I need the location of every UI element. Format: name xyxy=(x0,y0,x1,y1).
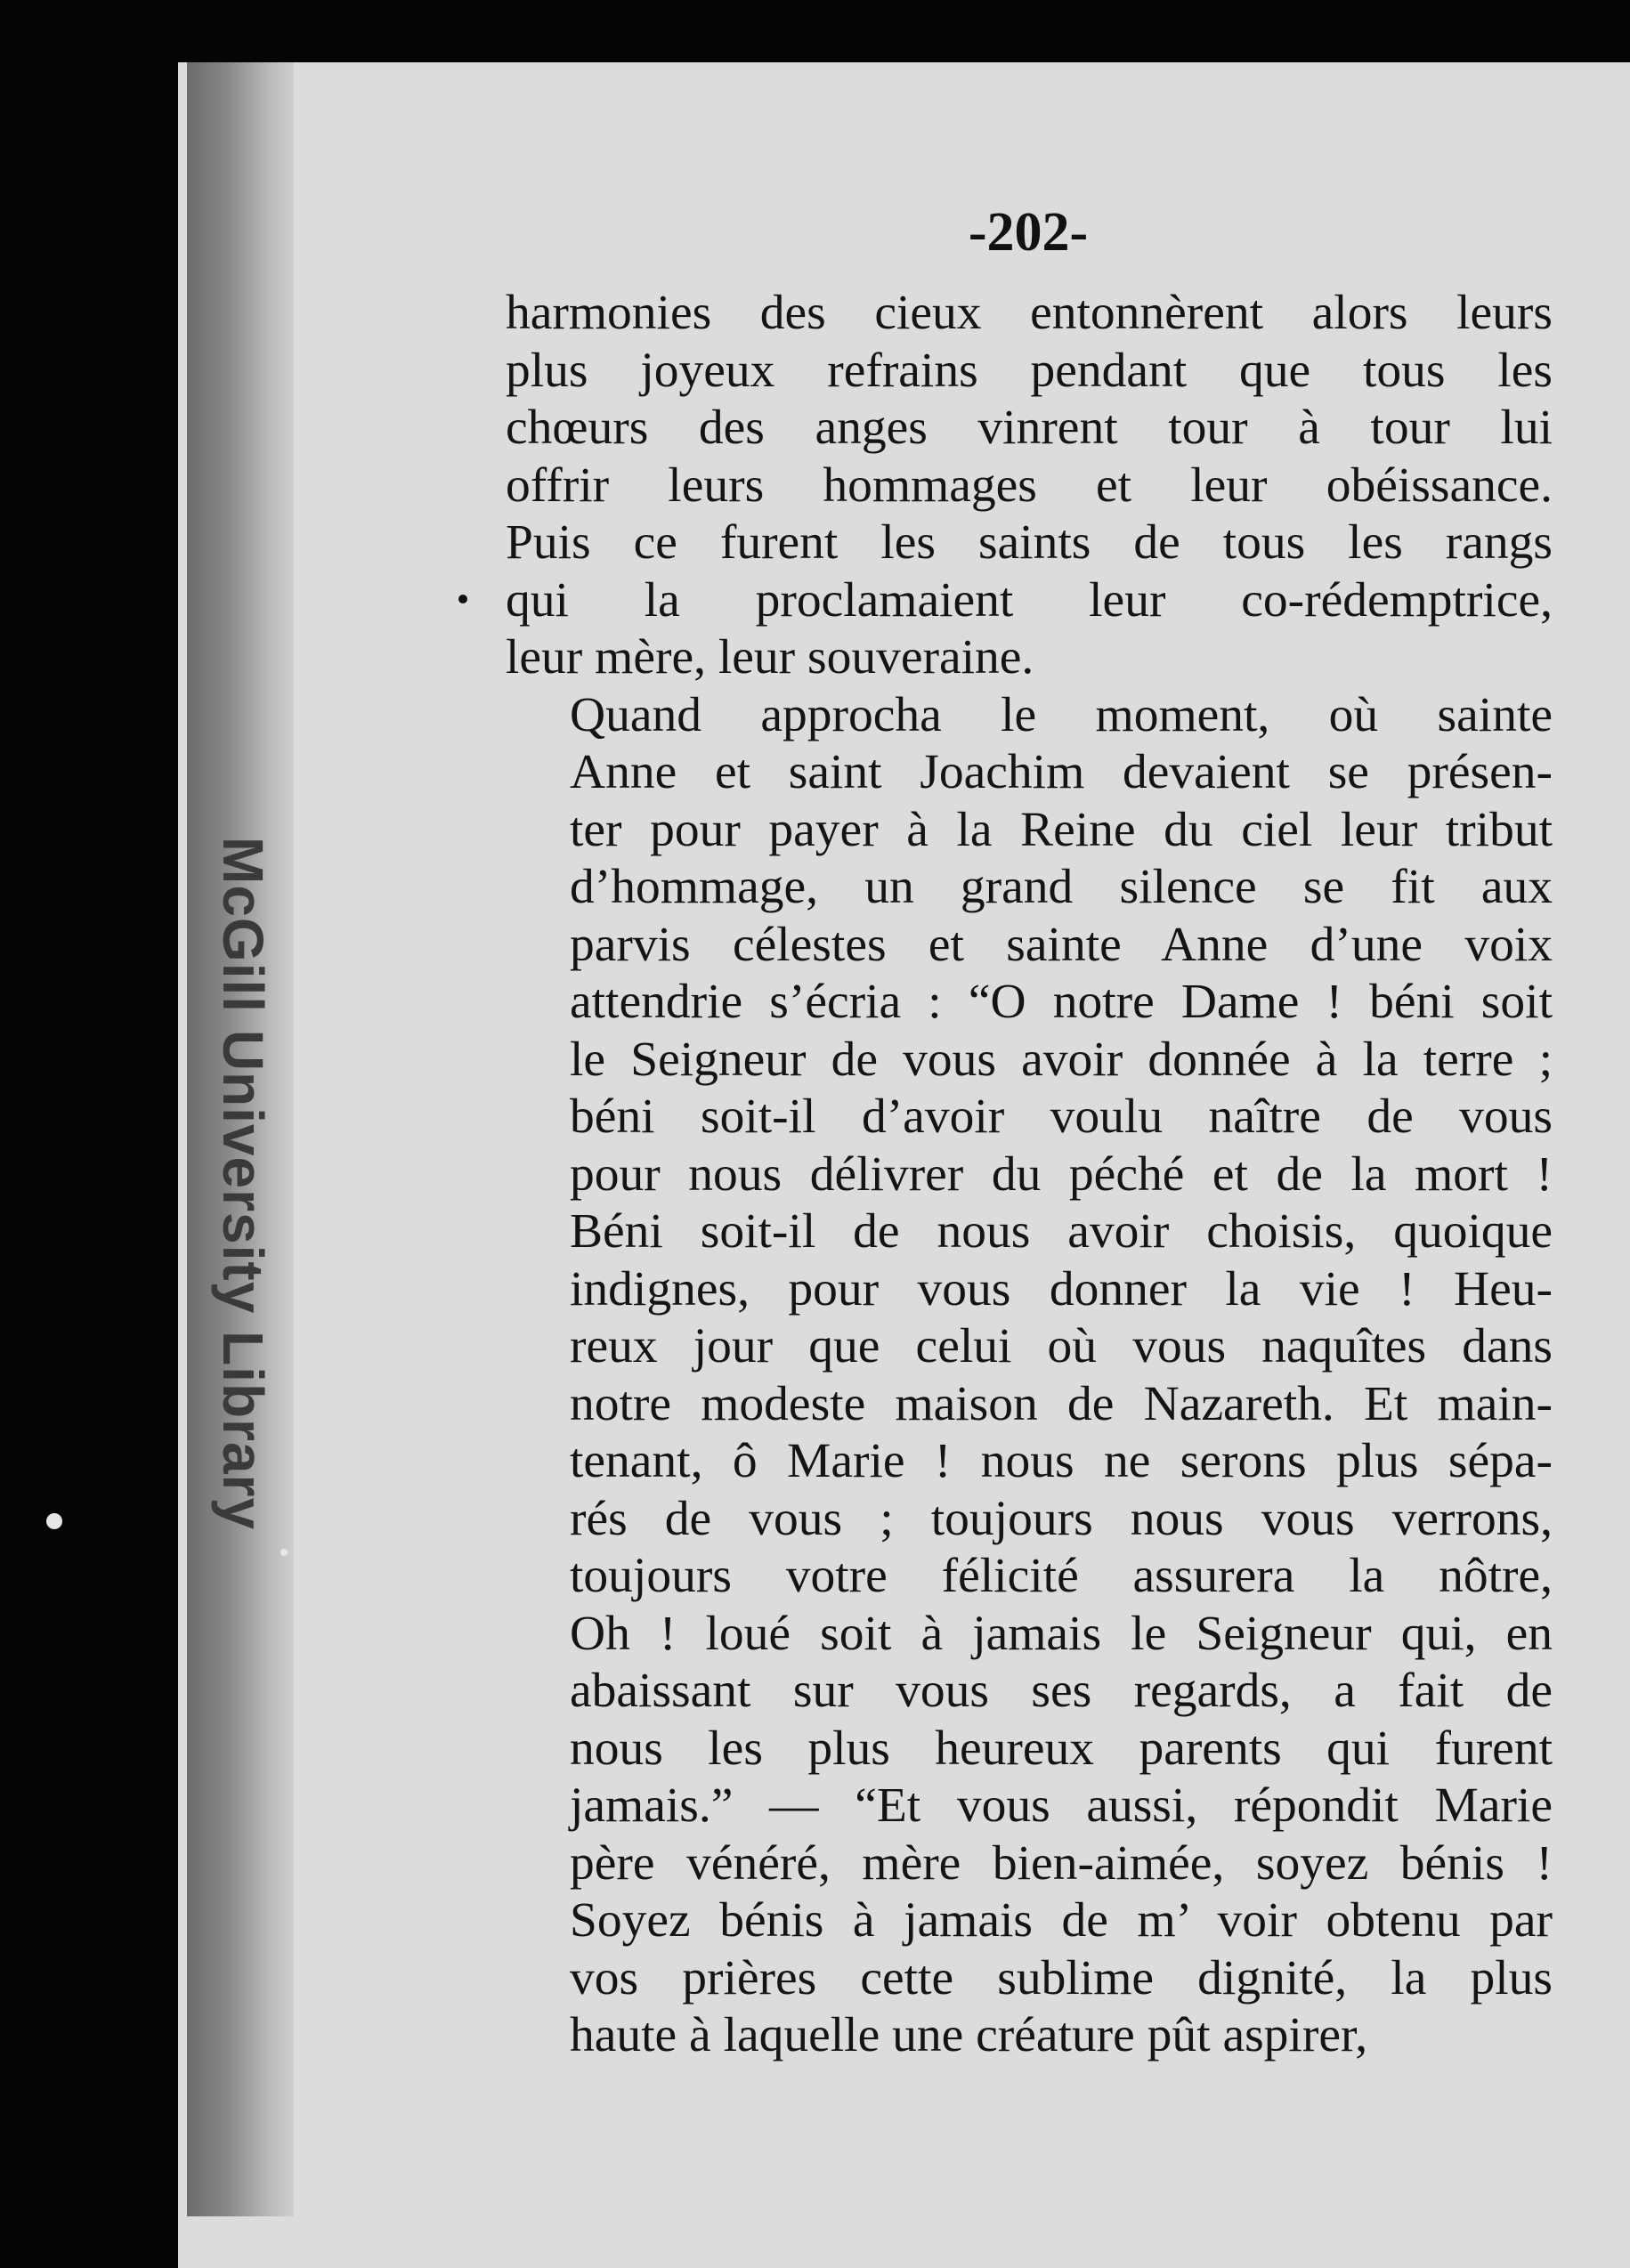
text-line: Béni soit-il de nous avoir choisis, quoique xyxy=(570,1204,1553,1259)
text-line: haute à laquelle une créature pût aspirer, xyxy=(570,2008,1368,2062)
text-line: chœurs des anges vinrent tour à tour lui xyxy=(506,401,1553,455)
text-line: Quand approcha le moment, où sainte xyxy=(570,687,1553,742)
text-line: Soyez bénis à jamais de m’ voir obtenu par xyxy=(570,1893,1553,1948)
text-line: plus joyeux refrains pendant que tous les xyxy=(506,343,1553,398)
library-stamp: McGill University Library xyxy=(211,837,275,1531)
page-text xyxy=(506,285,1553,2065)
paragraph-1 xyxy=(506,285,1553,687)
scan-speck xyxy=(280,1549,288,1556)
text-line: toujours votre félicité assurera la nôtre, xyxy=(570,1549,1553,1603)
text-line: qui la proclamaient leur co-rédemptrice, xyxy=(506,572,1553,628)
text-line: le Seigneur de vous avoir donnée à la terre ; xyxy=(570,1032,1553,1087)
text-line: abaissant sur vous ses regards, a fait de xyxy=(570,1664,1553,1718)
page-number: -202- xyxy=(968,202,1089,263)
text-line: indignes, pour vous donner la vie ! Heu- xyxy=(570,1261,1553,1316)
text-line: pour nous délivrer du péché et de la mort ! xyxy=(570,1146,1553,1202)
text-line: Puis ce furent les saints de tous les rangs xyxy=(506,515,1553,570)
text-line: béni soit-il d’avoir voulu naître de vous xyxy=(570,1089,1553,1144)
text-line: attendrie s’écria : “O notre Dame ! béni soit xyxy=(570,975,1553,1029)
text-line: jamais.” — “Et vous aussi, répondit Marie xyxy=(570,1778,1553,1833)
text-line: harmonies des cieux entonnèrent alors leurs xyxy=(506,286,1553,340)
text-line: vos prières cette sublime dignité, la plus xyxy=(570,1950,1553,2005)
text-line: reux jour que celui où vous naquîtes dans xyxy=(570,1319,1553,1373)
text-line: Oh ! loué soit à jamais le Seigneur qui, en xyxy=(570,1606,1553,1661)
text-line: ter pour payer à la Reine du ciel leur tribut xyxy=(570,802,1553,857)
text-line: Anne et saint Joachim devaient se présen- xyxy=(570,745,1553,799)
scan-speck xyxy=(458,595,467,603)
text-line: tenant, ô Marie ! nous ne serons plus sépa- xyxy=(570,1434,1553,1488)
text-line: parvis célestes et sainte Anne d’une voix xyxy=(570,917,1553,972)
text-line: rés de vous ; toujours nous vous verrons, xyxy=(570,1491,1553,1546)
text-line: d’hommage, un grand silence se fit aux xyxy=(570,860,1553,914)
scan-speck xyxy=(46,1513,62,1529)
text-line: offrir leurs hommages et leur obéissance. xyxy=(506,458,1553,513)
text-line: père vénéré, mère bien-aimée, soyez bénis ! xyxy=(570,1835,1553,1891)
text-line: leur mère, leur souveraine. xyxy=(506,630,1034,684)
text-line: notre modeste maison de Nazareth. Et main- xyxy=(570,1376,1553,1431)
text-line: nous les plus heureux parents qui furent xyxy=(570,1721,1553,1776)
paragraph-2 xyxy=(506,687,1553,2065)
